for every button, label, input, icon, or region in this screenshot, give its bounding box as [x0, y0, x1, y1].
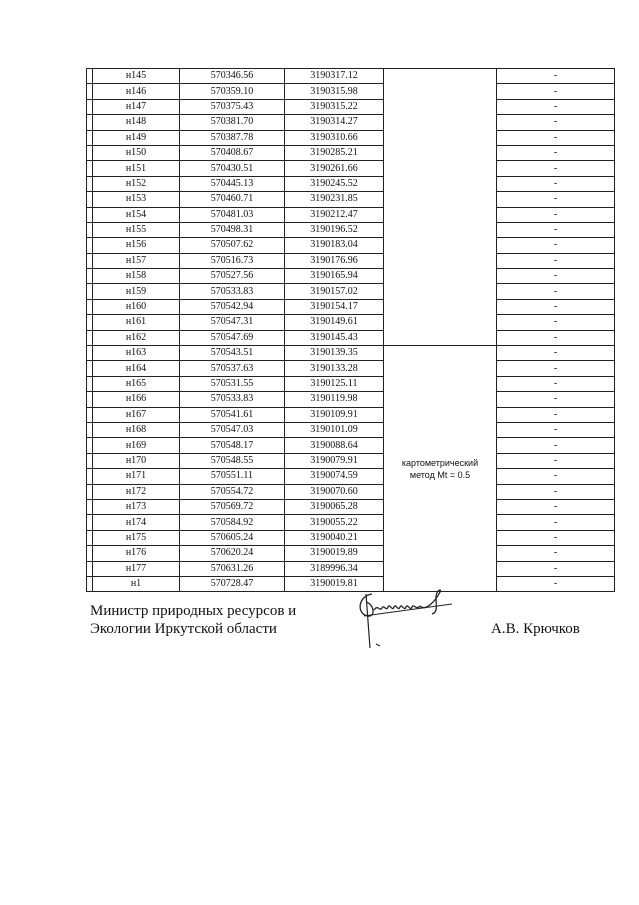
dash-cell: - — [497, 84, 615, 99]
table-row — [87, 222, 615, 237]
dash-cell: - — [497, 376, 615, 391]
point-name-cell: н147 — [93, 99, 180, 114]
table-row — [87, 392, 615, 407]
point-name-cell: н160 — [93, 299, 180, 314]
table-row — [87, 499, 615, 514]
table-row — [87, 207, 615, 222]
y-coordinate-cell: 3190212.47 — [285, 207, 384, 222]
table-row — [87, 453, 615, 468]
table-row — [87, 176, 615, 191]
table-row — [87, 192, 615, 207]
dash-cell: - — [497, 130, 615, 145]
point-name-cell: н158 — [93, 269, 180, 284]
table-row — [87, 438, 615, 453]
x-coordinate-cell: 570547.31 — [180, 315, 285, 330]
y-coordinate-cell: 3190176.96 — [285, 253, 384, 268]
y-coordinate-cell: 3190157.02 — [285, 284, 384, 299]
point-name-cell: н153 — [93, 192, 180, 207]
y-coordinate-cell: 3190231.85 — [285, 192, 384, 207]
table-row — [87, 161, 615, 176]
y-coordinate-cell: 3190145.43 — [285, 330, 384, 345]
table-row — [87, 269, 615, 284]
point-name-cell: н174 — [93, 515, 180, 530]
dash-cell: - — [497, 145, 615, 160]
y-coordinate-cell: 3189996.34 — [285, 561, 384, 576]
point-name-cell: н161 — [93, 315, 180, 330]
y-coordinate-cell: 3190315.98 — [285, 84, 384, 99]
table-row — [87, 407, 615, 422]
point-name-cell: н167 — [93, 407, 180, 422]
table-row — [87, 530, 615, 545]
dash-cell: - — [497, 346, 615, 361]
dash-cell: - — [497, 299, 615, 314]
dash-cell: - — [497, 284, 615, 299]
y-coordinate-cell: 3190149.61 — [285, 315, 384, 330]
point-name-cell: н163 — [93, 346, 180, 361]
method-line: картометрический — [401, 457, 479, 468]
point-name-cell: н157 — [93, 253, 180, 268]
y-coordinate-cell: 3190261.66 — [285, 161, 384, 176]
table-row — [87, 115, 615, 130]
table-row — [87, 361, 615, 376]
dash-cell: - — [497, 330, 615, 345]
x-coordinate-cell: 570551.11 — [180, 469, 285, 484]
table-row — [87, 299, 615, 314]
method-cell — [384, 346, 497, 592]
x-coordinate-cell: 570375.43 — [180, 99, 285, 114]
dash-cell: - — [497, 453, 615, 468]
table-row — [87, 284, 615, 299]
x-coordinate-cell: 570359.10 — [180, 84, 285, 99]
point-name-cell: н176 — [93, 546, 180, 561]
table-row — [87, 130, 615, 145]
signatory-position — [90, 602, 296, 638]
dash-cell: - — [497, 238, 615, 253]
dash-cell: - — [497, 469, 615, 484]
y-coordinate-cell: 3190165.94 — [285, 269, 384, 284]
y-coordinate-cell: 3190133.28 — [285, 361, 384, 376]
dash-cell: - — [497, 392, 615, 407]
table-row — [87, 422, 615, 437]
point-name-cell: н168 — [93, 422, 180, 437]
table-row — [87, 515, 615, 530]
table-row — [87, 346, 615, 361]
table-row — [87, 469, 615, 484]
dash-cell: - — [497, 530, 615, 545]
y-coordinate-cell: 3190079.91 — [285, 453, 384, 468]
x-coordinate-cell: 570728.47 — [180, 576, 285, 591]
dash-cell: - — [497, 192, 615, 207]
point-name-cell: н154 — [93, 207, 180, 222]
dash-cell: - — [497, 253, 615, 268]
point-name-cell: н150 — [93, 145, 180, 160]
y-coordinate-cell: 3190154.17 — [285, 299, 384, 314]
point-name-cell: н173 — [93, 499, 180, 514]
dash-cell: - — [497, 222, 615, 237]
y-coordinate-cell: 3190074.59 — [285, 469, 384, 484]
x-coordinate-cell: 570507.62 — [180, 238, 285, 253]
x-coordinate-cell: 570498.31 — [180, 222, 285, 237]
table-row — [87, 145, 615, 160]
x-coordinate-cell: 570408.67 — [180, 145, 285, 160]
point-name-cell: н162 — [93, 330, 180, 345]
y-coordinate-cell: 3190070.60 — [285, 484, 384, 499]
dash-cell: - — [497, 546, 615, 561]
dash-cell: - — [497, 515, 615, 530]
x-coordinate-cell: 570531.55 — [180, 376, 285, 391]
point-name-cell: н148 — [93, 115, 180, 130]
table-row — [87, 576, 615, 591]
y-coordinate-cell: 3190019.81 — [285, 576, 384, 591]
x-coordinate-cell: 570554.72 — [180, 484, 285, 499]
x-coordinate-cell: 570605.24 — [180, 530, 285, 545]
x-coordinate-cell: 570445.13 — [180, 176, 285, 191]
signatory-name: А.В. Крючков — [491, 621, 580, 637]
x-coordinate-cell: 570584.92 — [180, 515, 285, 530]
dash-cell: - — [497, 422, 615, 437]
table-row — [87, 99, 615, 114]
table-row — [87, 69, 615, 84]
dash-cell: - — [497, 315, 615, 330]
point-name-cell: н149 — [93, 130, 180, 145]
point-name-cell: н145 — [93, 69, 180, 84]
x-coordinate-cell: 570387.78 — [180, 130, 285, 145]
y-coordinate-cell: 3190317.12 — [285, 69, 384, 84]
point-name-cell: н1 — [93, 576, 180, 591]
x-coordinate-cell: 570381.70 — [180, 115, 285, 130]
x-coordinate-cell: 570537.63 — [180, 361, 285, 376]
dash-cell: - — [497, 269, 615, 284]
dash-cell: - — [497, 69, 615, 84]
table-row — [87, 238, 615, 253]
y-coordinate-cell: 3190101.09 — [285, 422, 384, 437]
signatory-position-line-1: Министр природных ресурсов и — [90, 603, 297, 619]
dash-cell: - — [497, 176, 615, 191]
method-line: метод Mt = 0.5 — [409, 469, 471, 480]
x-coordinate-cell: 570543.51 — [180, 346, 285, 361]
x-coordinate-cell: 570460.71 — [180, 192, 285, 207]
dash-cell: - — [497, 499, 615, 514]
dash-cell: - — [497, 438, 615, 453]
table-row — [87, 84, 615, 99]
coordinates-table — [86, 68, 615, 592]
dash-cell: - — [497, 484, 615, 499]
y-coordinate-cell: 3190196.52 — [285, 222, 384, 237]
x-coordinate-cell: 570481.03 — [180, 207, 285, 222]
method-cell-empty — [384, 69, 497, 346]
point-name-cell: н156 — [93, 238, 180, 253]
x-coordinate-cell: 570516.73 — [180, 253, 285, 268]
dash-cell: - — [497, 115, 615, 130]
y-coordinate-cell: 3190109.91 — [285, 407, 384, 422]
dash-cell: - — [497, 576, 615, 591]
x-coordinate-cell: 570542.94 — [180, 299, 285, 314]
table-row — [87, 330, 615, 345]
point-name-cell: н170 — [93, 453, 180, 468]
point-name-cell: н172 — [93, 484, 180, 499]
point-name-cell: н164 — [93, 361, 180, 376]
x-coordinate-cell: 570631.26 — [180, 561, 285, 576]
point-name-cell: н177 — [93, 561, 180, 576]
x-coordinate-cell: 570548.17 — [180, 438, 285, 453]
point-name-cell: н159 — [93, 284, 180, 299]
x-coordinate-cell: 570547.03 — [180, 422, 285, 437]
y-coordinate-cell: 3190065.28 — [285, 499, 384, 514]
x-coordinate-cell: 570430.51 — [180, 161, 285, 176]
y-coordinate-cell: 3190314.27 — [285, 115, 384, 130]
y-coordinate-cell: 3190088.64 — [285, 438, 384, 453]
y-coordinate-cell: 3190310.66 — [285, 130, 384, 145]
point-name-cell: н155 — [93, 222, 180, 237]
x-coordinate-cell: 570620.24 — [180, 546, 285, 561]
y-coordinate-cell: 3190119.98 — [285, 392, 384, 407]
x-coordinate-cell: 570527.56 — [180, 269, 285, 284]
point-name-cell: н151 — [93, 161, 180, 176]
dash-cell: - — [497, 407, 615, 422]
x-coordinate-cell: 570548.55 — [180, 453, 285, 468]
dash-cell: - — [497, 99, 615, 114]
y-coordinate-cell: 3190139.35 — [285, 346, 384, 361]
y-coordinate-cell: 3190245.52 — [285, 176, 384, 191]
coordinates-table-body — [87, 69, 615, 592]
table-row — [87, 546, 615, 561]
dash-cell: - — [497, 561, 615, 576]
point-name-cell: н146 — [93, 84, 180, 99]
table-row — [87, 315, 615, 330]
dash-cell: - — [497, 161, 615, 176]
signatory-position-line-2: Экологии Иркутской области — [90, 621, 277, 637]
table-row — [87, 253, 615, 268]
x-coordinate-cell: 570533.83 — [180, 392, 285, 407]
y-coordinate-cell: 3190315.22 — [285, 99, 384, 114]
y-coordinate-cell: 3190055.22 — [285, 515, 384, 530]
table-row — [87, 484, 615, 499]
x-coordinate-cell: 570569.72 — [180, 499, 285, 514]
y-coordinate-cell: 3190285.21 — [285, 145, 384, 160]
point-name-cell: н171 — [93, 469, 180, 484]
y-coordinate-cell: 3190019.89 — [285, 546, 384, 561]
dash-cell: - — [497, 361, 615, 376]
x-coordinate-cell: 570533.83 — [180, 284, 285, 299]
point-name-cell: н165 — [93, 376, 180, 391]
table-row — [87, 376, 615, 391]
point-name-cell: н166 — [93, 392, 180, 407]
y-coordinate-cell: 3190125.11 — [285, 376, 384, 391]
x-coordinate-cell: 570541.61 — [180, 407, 285, 422]
dash-cell: - — [497, 207, 615, 222]
x-coordinate-cell: 570547.69 — [180, 330, 285, 345]
x-coordinate-cell: 570346.56 — [180, 69, 285, 84]
handwritten-signature — [352, 586, 464, 650]
point-name-cell: н175 — [93, 530, 180, 545]
table-row — [87, 561, 615, 576]
point-name-cell: н152 — [93, 176, 180, 191]
y-coordinate-cell: 3190040.21 — [285, 530, 384, 545]
y-coordinate-cell: 3190183.04 — [285, 238, 384, 253]
point-name-cell: н169 — [93, 438, 180, 453]
